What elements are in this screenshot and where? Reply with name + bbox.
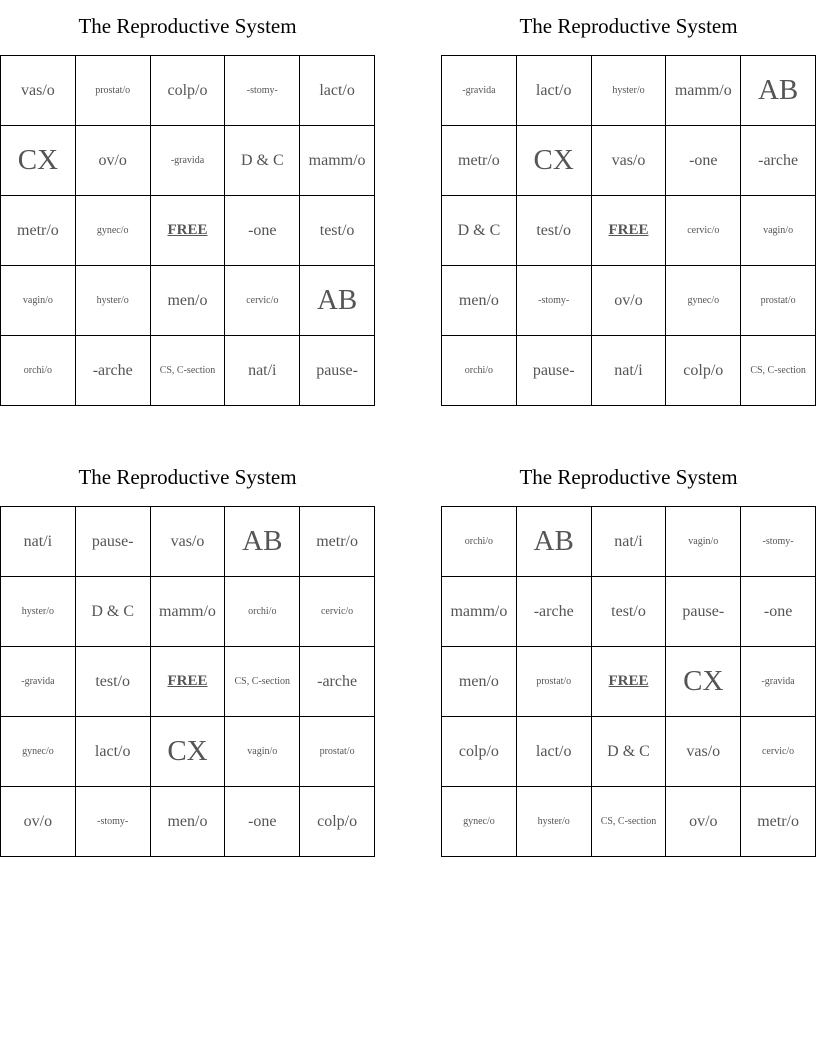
bingo-cell: orchi/o <box>442 507 517 577</box>
bingo-cell: vas/o <box>592 126 667 196</box>
card-title: The Reproductive System <box>519 465 738 489</box>
bingo-cell: vagin/o <box>1 266 76 336</box>
bingo-cell: -gravida <box>151 126 226 196</box>
bingo-cell: orchi/o <box>1 336 76 406</box>
bingo-cell: cervic/o <box>300 577 375 647</box>
card-title: The Reproductive System <box>78 465 297 489</box>
bingo-cell: gynec/o <box>76 196 151 266</box>
bingo-cell: orchi/o <box>225 577 300 647</box>
free-space-cell: FREE <box>592 196 667 266</box>
bingo-cell: hyster/o <box>592 56 667 126</box>
bingo-cell: pause- <box>517 336 592 406</box>
bingo-cell: CS, C-section <box>741 336 816 406</box>
bingo-cell: men/o <box>151 787 226 857</box>
bingo-cell: metr/o <box>1 196 76 266</box>
bingo-cell: ov/o <box>666 787 741 857</box>
bingo-cell: hyster/o <box>517 787 592 857</box>
card-title: The Reproductive System <box>519 14 738 38</box>
bingo-cell: CS, C-section <box>225 647 300 717</box>
free-space-cell: FREE <box>592 647 667 717</box>
bingo-cell: nat/i <box>1 507 76 577</box>
bingo-cell: pause- <box>666 577 741 647</box>
bingo-cell: prostat/o <box>300 717 375 787</box>
bingo-cell: cervic/o <box>741 717 816 787</box>
bingo-cell: CX <box>1 126 76 196</box>
bingo-cell: metr/o <box>741 787 816 857</box>
bingo-cell: men/o <box>442 647 517 717</box>
bingo-cell: colp/o <box>300 787 375 857</box>
bingo-cell: mamm/o <box>151 577 226 647</box>
bingo-cell: ov/o <box>1 787 76 857</box>
bingo-cell: -one <box>225 787 300 857</box>
bingo-cell: -stomy- <box>76 787 151 857</box>
bingo-cell: AB <box>225 507 300 577</box>
bingo-cell: D & C <box>225 126 300 196</box>
bingo-cell: pause- <box>76 507 151 577</box>
bingo-cell: D & C <box>76 577 151 647</box>
bingo-cell: -one <box>741 577 816 647</box>
bingo-cell: AB <box>517 507 592 577</box>
bingo-cell: test/o <box>592 577 667 647</box>
bingo-cell: AB <box>741 56 816 126</box>
bingo-cell: -arche <box>76 336 151 406</box>
bingo-cell: nat/i <box>225 336 300 406</box>
bingo-cell: -gravida <box>741 647 816 717</box>
bingo-cell: vagin/o <box>666 507 741 577</box>
bingo-cell: -one <box>666 126 741 196</box>
bingo-cell: -arche <box>741 126 816 196</box>
bingo-cell: vagin/o <box>225 717 300 787</box>
bingo-cell: lact/o <box>517 717 592 787</box>
bingo-cell: colp/o <box>151 56 226 126</box>
bingo-cell: prostat/o <box>76 56 151 126</box>
bingo-cell: CS, C-section <box>592 787 667 857</box>
bingo-cell: metr/o <box>442 126 517 196</box>
free-space-cell: FREE <box>151 196 226 266</box>
bingo-cell: D & C <box>442 196 517 266</box>
bingo-cell: -stomy- <box>225 56 300 126</box>
bingo-cell: -arche <box>517 577 592 647</box>
bingo-cell: gynec/o <box>442 787 517 857</box>
bingo-cell: -arche <box>300 647 375 717</box>
bingo-cell: lact/o <box>517 56 592 126</box>
bingo-cell: hyster/o <box>76 266 151 336</box>
bingo-cell: lact/o <box>76 717 151 787</box>
bingo-cell: -stomy- <box>517 266 592 336</box>
bingo-cell: prostat/o <box>517 647 592 717</box>
bingo-cell: lact/o <box>300 56 375 126</box>
bingo-grid <box>441 55 816 406</box>
bingo-grid <box>441 506 816 857</box>
bingo-cell: men/o <box>151 266 226 336</box>
bingo-cell: D & C <box>592 717 667 787</box>
bingo-cell: test/o <box>517 196 592 266</box>
bingo-cell: cervic/o <box>225 266 300 336</box>
bingo-cell: -gravida <box>1 647 76 717</box>
bingo-cell: nat/i <box>592 336 667 406</box>
bingo-cell: ov/o <box>592 266 667 336</box>
bingo-cell: vas/o <box>151 507 226 577</box>
bingo-cell: -stomy- <box>741 507 816 577</box>
free-space-cell: FREE <box>151 647 226 717</box>
bingo-cell: CS, C-section <box>151 336 226 406</box>
bingo-grid <box>0 55 375 406</box>
bingo-cell: colp/o <box>666 336 741 406</box>
bingo-cell: metr/o <box>300 507 375 577</box>
bingo-grid <box>0 506 375 857</box>
bingo-cell: -one <box>225 196 300 266</box>
bingo-cell: nat/i <box>592 507 667 577</box>
bingo-cell: pause- <box>300 336 375 406</box>
bingo-cell: CX <box>151 717 226 787</box>
bingo-cell: vas/o <box>666 717 741 787</box>
bingo-cell: test/o <box>300 196 375 266</box>
bingo-cell: AB <box>300 266 375 336</box>
bingo-cell: ov/o <box>76 126 151 196</box>
bingo-cell: men/o <box>442 266 517 336</box>
bingo-cell: test/o <box>76 647 151 717</box>
bingo-cell: mamm/o <box>442 577 517 647</box>
bingo-cell: colp/o <box>442 717 517 787</box>
bingo-cell: CX <box>666 647 741 717</box>
bingo-cell: mamm/o <box>300 126 375 196</box>
bingo-cell: -gravida <box>442 56 517 126</box>
bingo-cell: gynec/o <box>666 266 741 336</box>
bingo-cell: CX <box>517 126 592 196</box>
bingo-cell: vagin/o <box>741 196 816 266</box>
bingo-cell: vas/o <box>1 56 76 126</box>
bingo-cell: cervic/o <box>666 196 741 266</box>
bingo-cell: hyster/o <box>1 577 76 647</box>
card-title: The Reproductive System <box>78 14 297 38</box>
bingo-cell: prostat/o <box>741 266 816 336</box>
bingo-cell: mamm/o <box>666 56 741 126</box>
bingo-cell: gynec/o <box>1 717 76 787</box>
bingo-cell: orchi/o <box>442 336 517 406</box>
